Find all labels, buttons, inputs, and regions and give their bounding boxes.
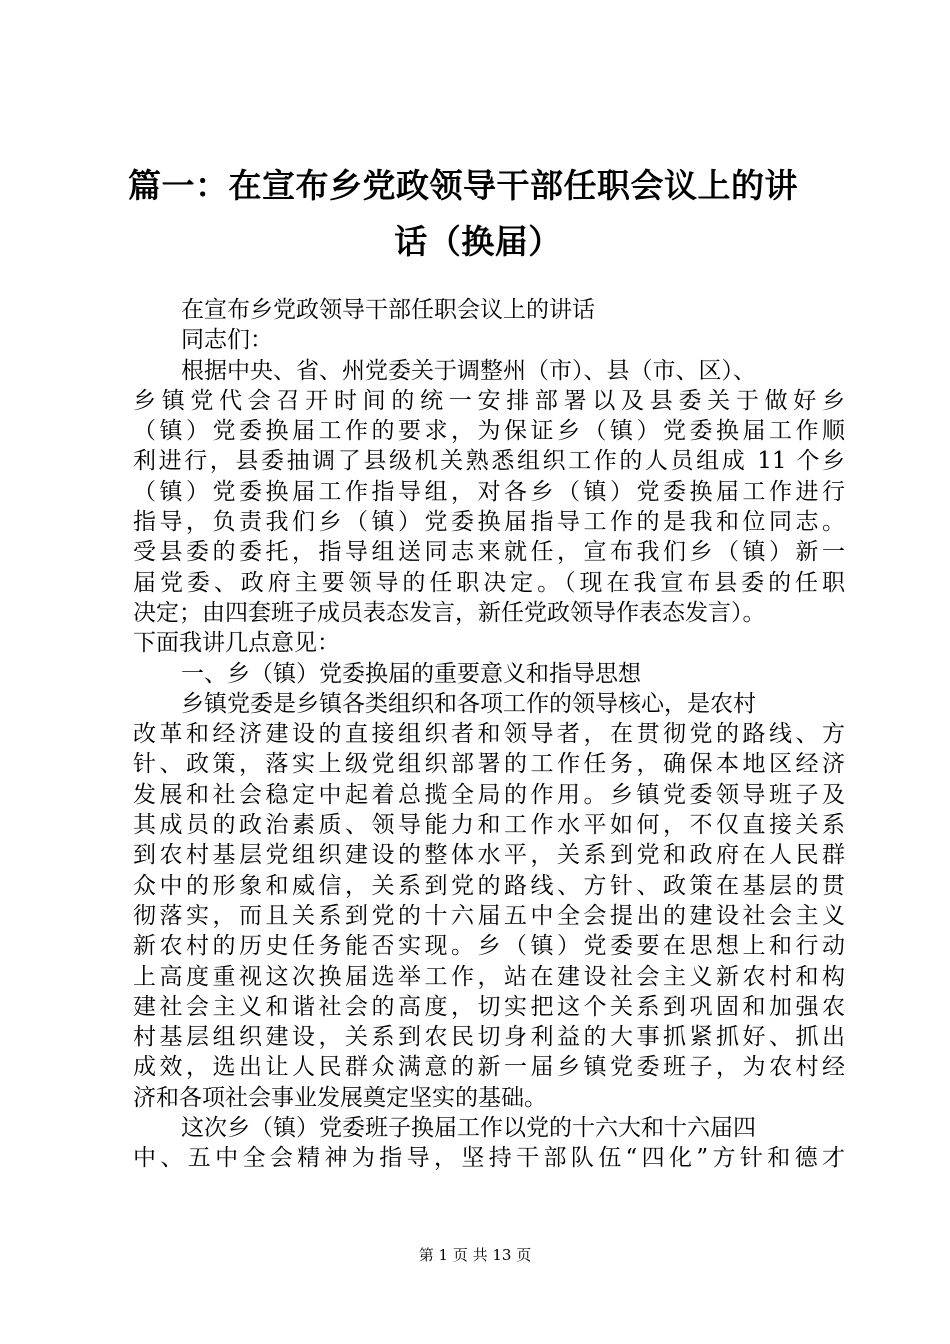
body-line: （镇）党委换届工作指导组，对各乡（镇）党委换届工作进行: [133, 478, 845, 505]
section-heading: 一、乡（镇）党委换届的重要意义和指导思想: [181, 660, 641, 687]
page-footer: 第 1 页 共 13 页: [418, 1246, 532, 1264]
body-line: 新农村的历史任务能否实现。乡（镇）党委要在思想上和行动: [133, 933, 845, 960]
body-line: 村基层组织建设，关系到农民切身利益的大事抓紧抓好、抓出: [133, 1024, 845, 1051]
body-line: 届党委、政府主要领导的任职决定。（现在我宣布县委的任职: [133, 569, 845, 596]
body-line: 济和各项社会事业发展奠定坚实的基础。: [133, 1084, 547, 1111]
document-title: [128, 158, 828, 270]
body-line: 利进行，县委抽调了县级机关熟悉组织工作的人员组成 11 个乡: [133, 448, 845, 475]
body-line-subtitle: 在宣布乡党政领导干部任职会议上的讲话: [181, 297, 595, 323]
body-line: 针、政策，落实上级党组织部署的工作任务，确保本地区经济: [133, 751, 845, 778]
title-line-1: 篇一：在宣布乡党政领导干部任职会议上的讲: [128, 166, 798, 205]
body-line-greeting: 同志们：: [181, 327, 273, 354]
body-line: 决定；由四套班子成员表态发言，新任党政领导作表态发言）。: [133, 599, 766, 626]
body-line: （镇）党委换届工作的要求，为保证乡（镇）党委换届工作顺: [133, 418, 845, 445]
body-line: 中、五中全会精神为指导，坚持干部队伍“四化”方针和德才: [133, 1145, 845, 1172]
body-line: 受县委的委托，指导组送同志来就任，宣布我们乡（镇）新一: [133, 539, 845, 566]
body-line: 彻落实，而且关系到党的十六届五中全会提出的建设社会主义: [133, 902, 845, 929]
body-line: 成效，选出让人民群众满意的新一届乡镇党委班子，为农村经: [133, 1054, 845, 1081]
body-line: 乡镇党代会召开时间的统一安排部署以及县委关于做好乡: [133, 387, 845, 414]
body-line: 下面我讲几点意见：: [133, 630, 340, 657]
body-line: 根据中央、省、州党委关于调整州（市）、县（市、区）、: [181, 357, 756, 384]
body-line: 改革和经济建设的直接组织者和领导者，在贯彻党的路线、方: [133, 721, 845, 748]
body-line: 众中的形象和威信，关系到党的路线、方针、政策在基层的贯: [133, 872, 845, 899]
body-line: 这次乡（镇）党委班子换届工作以党的十六大和十六届四: [181, 1115, 756, 1142]
document-body: [133, 295, 845, 1174]
body-line: 发展和社会稳定中起着总揽全局的作用。乡镇党委领导班子及: [133, 781, 845, 808]
body-line: 其成员的政治素质、领导能力和工作水平如何，不仅直接关系: [133, 812, 845, 839]
title-line-2: 话（换届）: [394, 222, 562, 261]
body-line: 上高度重视这次换届选举工作，站在建设社会主义新农村和构: [133, 963, 845, 990]
body-line: 指导，负责我们乡（镇）党委换届指导工作的是我和位同志。: [133, 509, 845, 536]
body-line: 建社会主义和谐社会的高度，切实把这个关系到巩固和加强农: [133, 993, 845, 1020]
body-line: 乡镇党委是乡镇各类组织和各项工作的领导核心，是农村: [181, 690, 756, 717]
body-line: 到农村基层党组织建设的整体水平，关系到党和政府在人民群: [133, 842, 845, 869]
